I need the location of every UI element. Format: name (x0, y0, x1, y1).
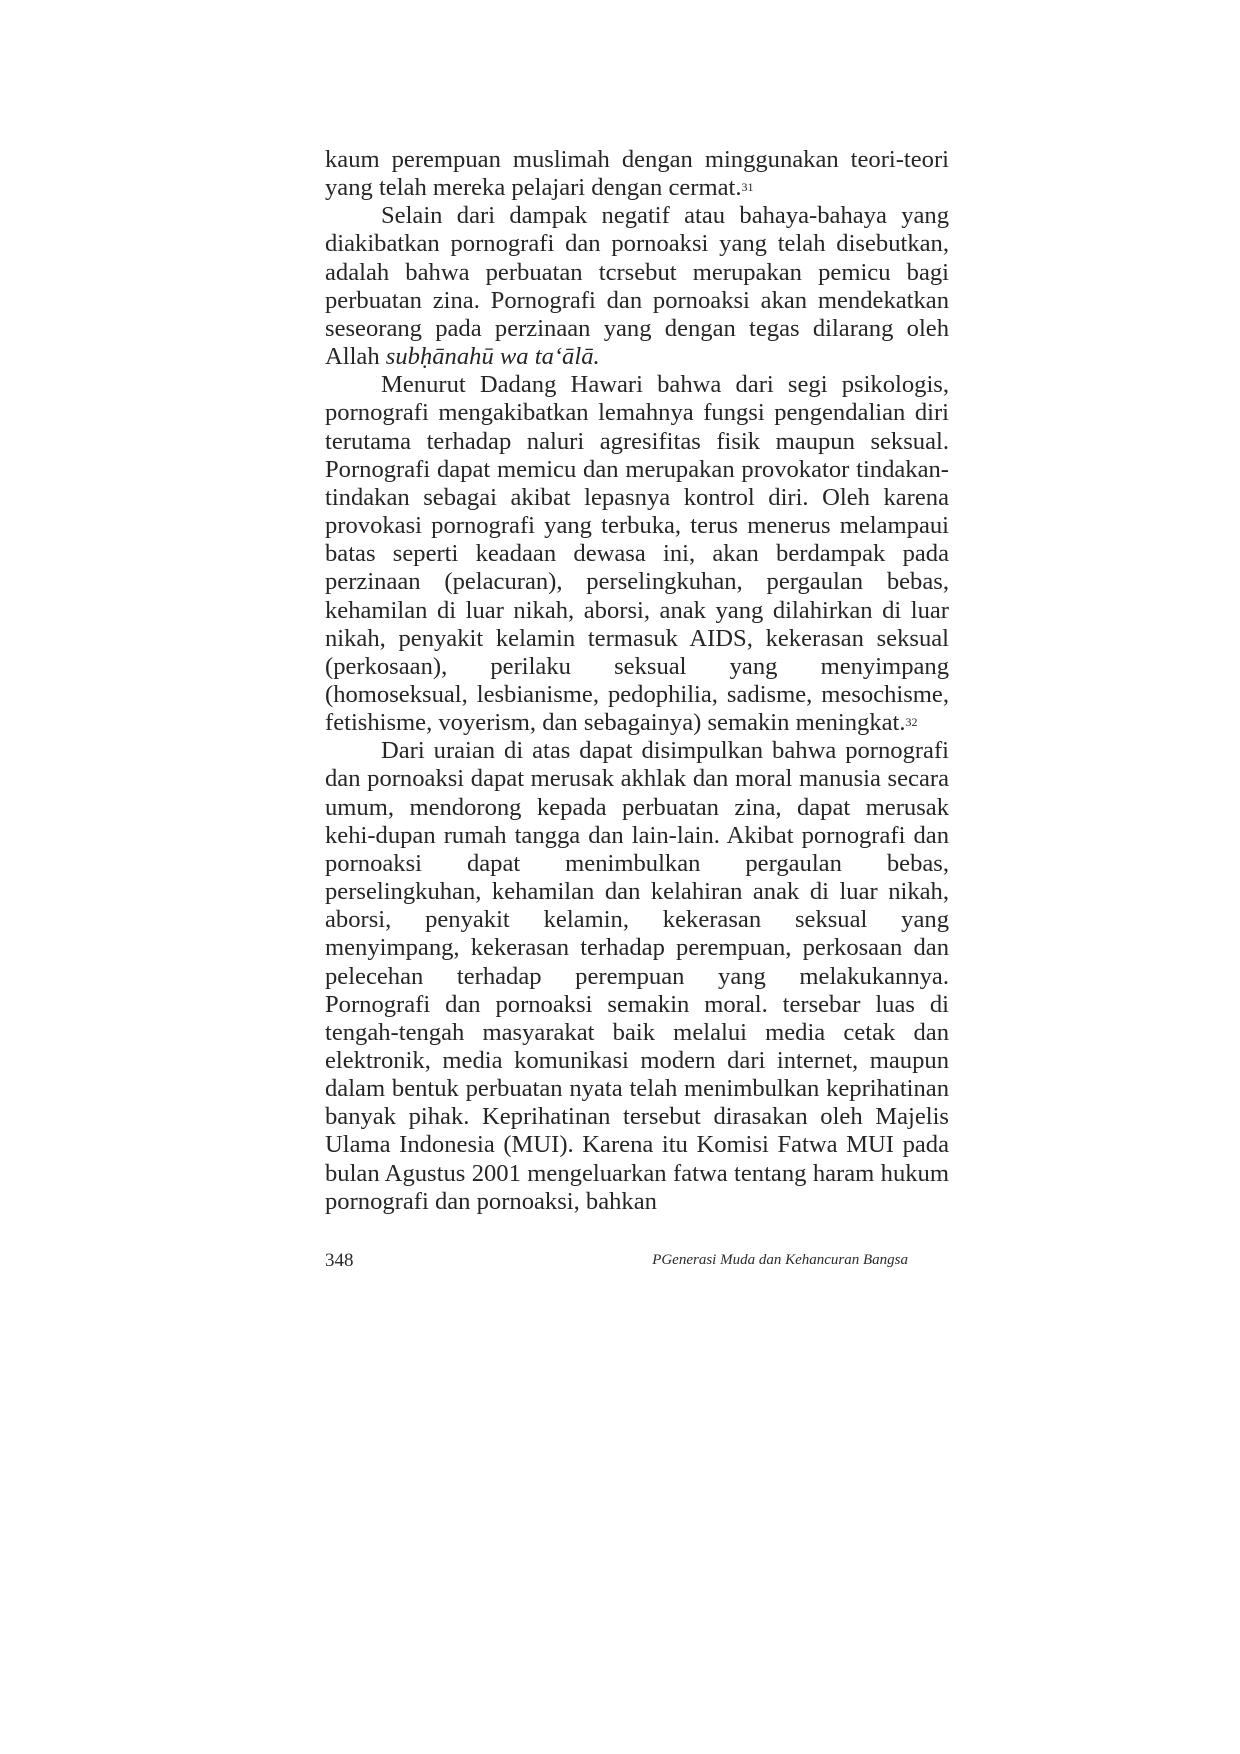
paragraph (325, 737, 949, 1216)
paragraph-text: kaum perempuan muslimah dengan minggunakan teori-teori yang telah mereka pelajari dengan cermat. (325, 146, 949, 202)
paragraph (325, 146, 949, 202)
footnote-ref[interactable]: 31 (741, 180, 754, 195)
paragraph (325, 371, 949, 737)
footnote-ref[interactable]: 32 (905, 715, 918, 730)
running-title: PGenerasi Muda dan Kehancuran Bangsa (652, 1252, 908, 1268)
italic-phrase: subḥānahū wa taʻālā. (385, 343, 600, 371)
paragraph-text: Selain dari dampak negatif atau bahaya-bahaya yang diakibatkan pornografi dan pornoaksi yang telah disebutkan, adalah bahwa perbuatan tcrsebut merupakan pemicu bagi perbuatan zina. Pornografi dan pornoaksi akan mendekatkan seseorang pada perzinaan yang dengan tegas dilarang oleh Allah (325, 202, 949, 371)
page-number: 348 (325, 1250, 354, 1271)
paragraph-text: Dari uraian di atas dapat disimpulkan bahwa pornografi dan pornoaksi dapat merusak akhlak dan moral manusia secara umum, mendorong kepada perbuatan zina, dapat merusak kehi-dupan rumah tangga dan lain-lain. Akibat pornografi dan pornoaksi dapat menimbulkan pergaulan bebas, perselingkuhan, kehamilan dan kelahiran anak di luar nikah, aborsi, penyakit kelamin, kekerasan seksual yang menyimpang, kekerasan terhadap perempuan, perkosaan dan pelecehan terhadap perempuan yang melakukannya. Pornografi dan pornoaksi semakin moral. tersebar luas di tengah-tengah masyarakat baik melalui media cetak dan elektronik, media komunikasi modern dari internet, maupun dalam bentuk perbuatan nyata telah menimbulkan keprihatinan banyak pihak. Keprihatinan tersebut dirasakan oleh Majelis Ulama Indonesia (MUI). Karena itu Komisi Fatwa MUI pada bulan Agustus 2001 mengeluarkan fatwa tentang haram hukum pornografi dan pornoaksi, bahkan (325, 737, 949, 1215)
paragraph (325, 202, 949, 371)
body-text (325, 146, 949, 1216)
paragraph-text: Menurut Dadang Hawari bahwa dari segi psikologis, pornografi mengakibatkan lemahnya fungsi pengendalian diri terutama terhadap naluri agresifitas fisik maupun seksual. Pornografi dapat memicu dan merupakan provokator tindakan-tindakan sebagai akibat lepasnya kontrol diri. Oleh karena provokasi pornografi yang terbuka, terus menerus melampaui batas seperti keadaan dewasa ini, akan berdampak pada perzinaan (pelacuran), perselingkuhan, pergaulan bebas, kehamilan di luar nikah, aborsi, anak yang dilahirkan di luar nikah, penyakit kelamin termasuk AIDS, kekerasan seksual (perkosaan), perilaku seksual yang menyimpang (homoseksual, lesbianisme, pedophilia, sadisme, mesochisme, fetishisme, voyerism, dan sebagainya) semakin meningkat. (325, 371, 949, 737)
